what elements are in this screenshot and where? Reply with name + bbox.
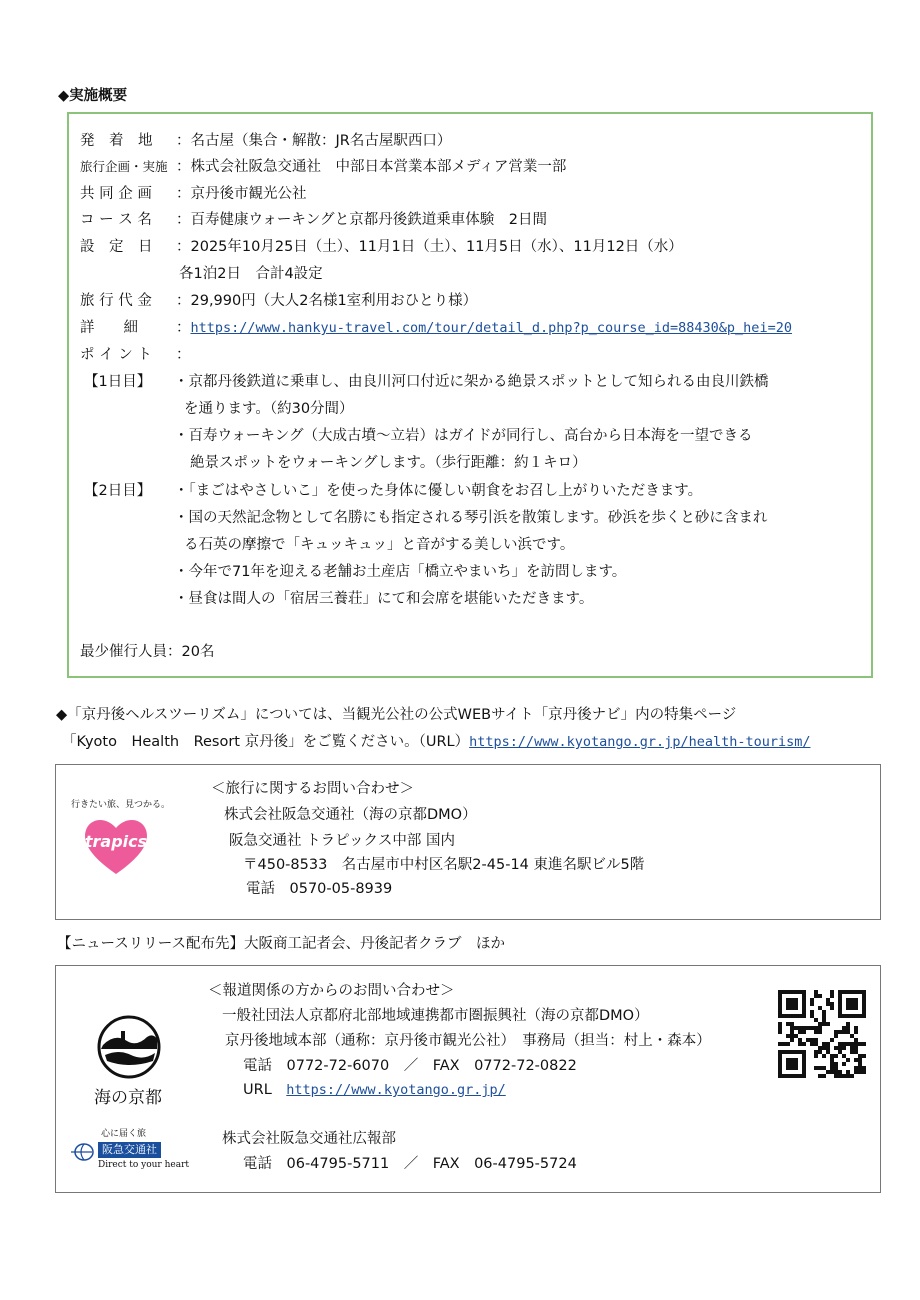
- overview-row-planner: 旅行企画・実施 ：株式会社阪急交通社 中部日本営業本部メディア営業一部: [80, 159, 567, 175]
- pr-company: 株式会社阪急交通社広報部: [222, 1131, 396, 1147]
- qr-code[interactable]: [778, 990, 866, 1078]
- travel-contact-branch: 阪急交通社 トラピックス中部 国内: [229, 833, 455, 849]
- day2-item: ・「まごはやさしいこ」を使った身体に優しい朝食をお召し上がりいただきます。: [174, 483, 703, 499]
- row-value: 京丹後市観光公社: [190, 186, 307, 202]
- overview-row-price: 旅 行 代 金 ：29,990円（大人2名様1室利用おひとり様）: [80, 293, 478, 309]
- qr-code-icon: [778, 990, 866, 1078]
- day1-item: ・百寿ウォーキング（大成古墳～立岩）はガイドが同行し、高台から日本海を一望できる: [174, 428, 753, 444]
- min-participants: 最少催行人員：20名: [80, 644, 215, 660]
- day1-label: 【1日目】: [84, 374, 152, 390]
- day1-item-cont: 絶景スポットをウォーキングします。（歩行距離：約１キロ）: [190, 455, 587, 471]
- row-label: コ ー ス 名: [80, 212, 152, 228]
- hankyu-logo-name: 阪急交通社: [98, 1142, 161, 1158]
- press-contact-phone-fax: 電話 0772-72-6070 ／ FAX 0772-72-0822: [243, 1058, 577, 1074]
- row-value: 29,990円（大人2名様1室利用おひとり様）: [190, 293, 478, 309]
- kyotango-link[interactable]: https://www.kyotango.gr.jp/: [286, 1082, 506, 1098]
- row-value: 2025年10月25日（土）、11月1日（土）、11月5日（水）、11月12日（水）: [190, 239, 683, 255]
- distribution-list: 【ニュースリリース配布先】大阪商工記者会、丹後記者クラブ ほか: [57, 936, 506, 952]
- row-label: 旅行企画・実施: [80, 159, 168, 174]
- day1-item-cont: を通ります。（約30分間）: [184, 401, 354, 417]
- hankyu-globe-icon: [70, 1142, 94, 1162]
- health-tourism-link[interactable]: https://www.kyotango.gr.jp/health-tourism/: [469, 734, 811, 750]
- row-label: 発 着 地: [80, 133, 153, 149]
- overview-row-dates: 設 定 日 ：2025年10月25日（土）、11月1日（土）、11月5日（水）、11月12日（水）: [80, 239, 683, 255]
- row-value: 百寿健康ウォーキングと京都丹後鉄道乗車体験 2日間: [190, 212, 547, 228]
- row-label: 旅 行 代 金: [80, 293, 152, 309]
- overview-row-departure: 発 着 地 ：名古屋（集合・解散：JR名古屋駅西口）: [80, 133, 452, 149]
- umi-no-kyoto-text: 海の京都: [94, 1088, 162, 1108]
- umi-no-kyoto-logo: [97, 1015, 161, 1079]
- row-value: 株式会社阪急交通社 中部日本営業本部メディア営業一部: [190, 159, 567, 175]
- travel-contact-company: 株式会社阪急交通社（海の京都DMO）: [224, 807, 477, 823]
- day1-item: ・京都丹後鉄道に乗車し、由良川河口付近に架かる絶景スポットとして知られる由良川鉄橋: [174, 374, 769, 390]
- press-contact-dept: 京丹後地域本部（通称：京丹後市観光公社） 事務局（担当：村上・森本）: [225, 1033, 711, 1049]
- row-value: 名古屋（集合・解散：JR名古屋駅西口）: [190, 133, 452, 149]
- pr-phone-fax: 電話 06-4795-5711 ／ FAX 06-4795-5724: [243, 1156, 577, 1172]
- row-label: ポ イ ン ト: [80, 347, 152, 363]
- row-label: 共 同 企 画: [80, 186, 152, 202]
- notice-text: 「Kyoto Health Resort 京丹後」をご覧ください。（URL）: [62, 734, 470, 750]
- notice-line1: ◆「京丹後ヘルスツーリズム」については、当観光公社の公式WEBサイト「京丹後ナビ」内の特集ページ: [56, 707, 737, 723]
- notice-line2: [62, 732, 811, 752]
- press-contact-url-row: [243, 1080, 506, 1100]
- day2-item: ・今年で71年を迎える老舗お土産店「橋立やまいち」を訪問します。: [174, 564, 627, 580]
- travel-contact-box: [55, 764, 881, 920]
- wave-emblem-icon: [97, 1015, 161, 1079]
- trapics-logo: [80, 812, 152, 878]
- day2-item: ・昼食は間人の「宿居三養荘」にて和会席を堪能いただきます。: [174, 591, 594, 607]
- day2-label: 【2日目】: [84, 483, 152, 499]
- overview-row-detail: 詳 細 ：https://www.hankyu-travel.com/tour/detail_d.php?p_course_id=88430&p_hei=20: [80, 320, 792, 336]
- url-label: URL: [243, 1082, 272, 1098]
- overview-row-coplanner: 共 同 企 画 ：京丹後市観光公社: [80, 186, 307, 202]
- overview-row-points: ポ イ ン ト ：: [80, 347, 191, 363]
- travel-contact-heading: ＜旅行に関するお問い合わせ＞: [211, 781, 414, 797]
- trapics-logo-text: trapics: [84, 832, 148, 851]
- press-contact-heading: ＜報道関係の方からのお問い合わせ＞: [208, 983, 455, 999]
- travel-contact-address: 〒450-8533 名古屋市中村区名駅2-45-14 東進名駅ビル5階: [243, 857, 645, 873]
- day2-item-cont: る石英の摩擦で「キュッキュッ」と音がする美しい浜です。: [184, 537, 575, 553]
- trapics-tagline: 行きたい旅、見つかる。: [71, 800, 171, 810]
- row-label: 設 定 日: [80, 239, 153, 255]
- hankyu-tagline: 心に届く旅: [101, 1129, 147, 1139]
- travel-contact-phone: 電話 0570-05-8939: [246, 881, 393, 897]
- day2-item: ・国の天然記念物として名勝にも指定される琴引浜を散策します。砂浜を歩くと砂に含まれ: [174, 510, 768, 526]
- press-contact-org: 一般社団法人京都府北部地域連携都市圏振興社（海の京都DMO）: [222, 1008, 649, 1024]
- overview-row-dates-note: 各1泊2日 合計4設定: [179, 266, 323, 282]
- section-title: ◆実施概要: [58, 88, 128, 104]
- hankyu-logo-sub: Direct to your heart: [98, 1160, 190, 1170]
- detail-link[interactable]: https://www.hankyu-travel.com/tour/detail_d.php?p_course_id=88430&p_hei=20: [190, 320, 792, 336]
- overview-row-course: コ ー ス 名 ：百寿健康ウォーキングと京都丹後鉄道乗車体験 2日間: [80, 212, 547, 228]
- row-label: 詳 細: [80, 320, 138, 336]
